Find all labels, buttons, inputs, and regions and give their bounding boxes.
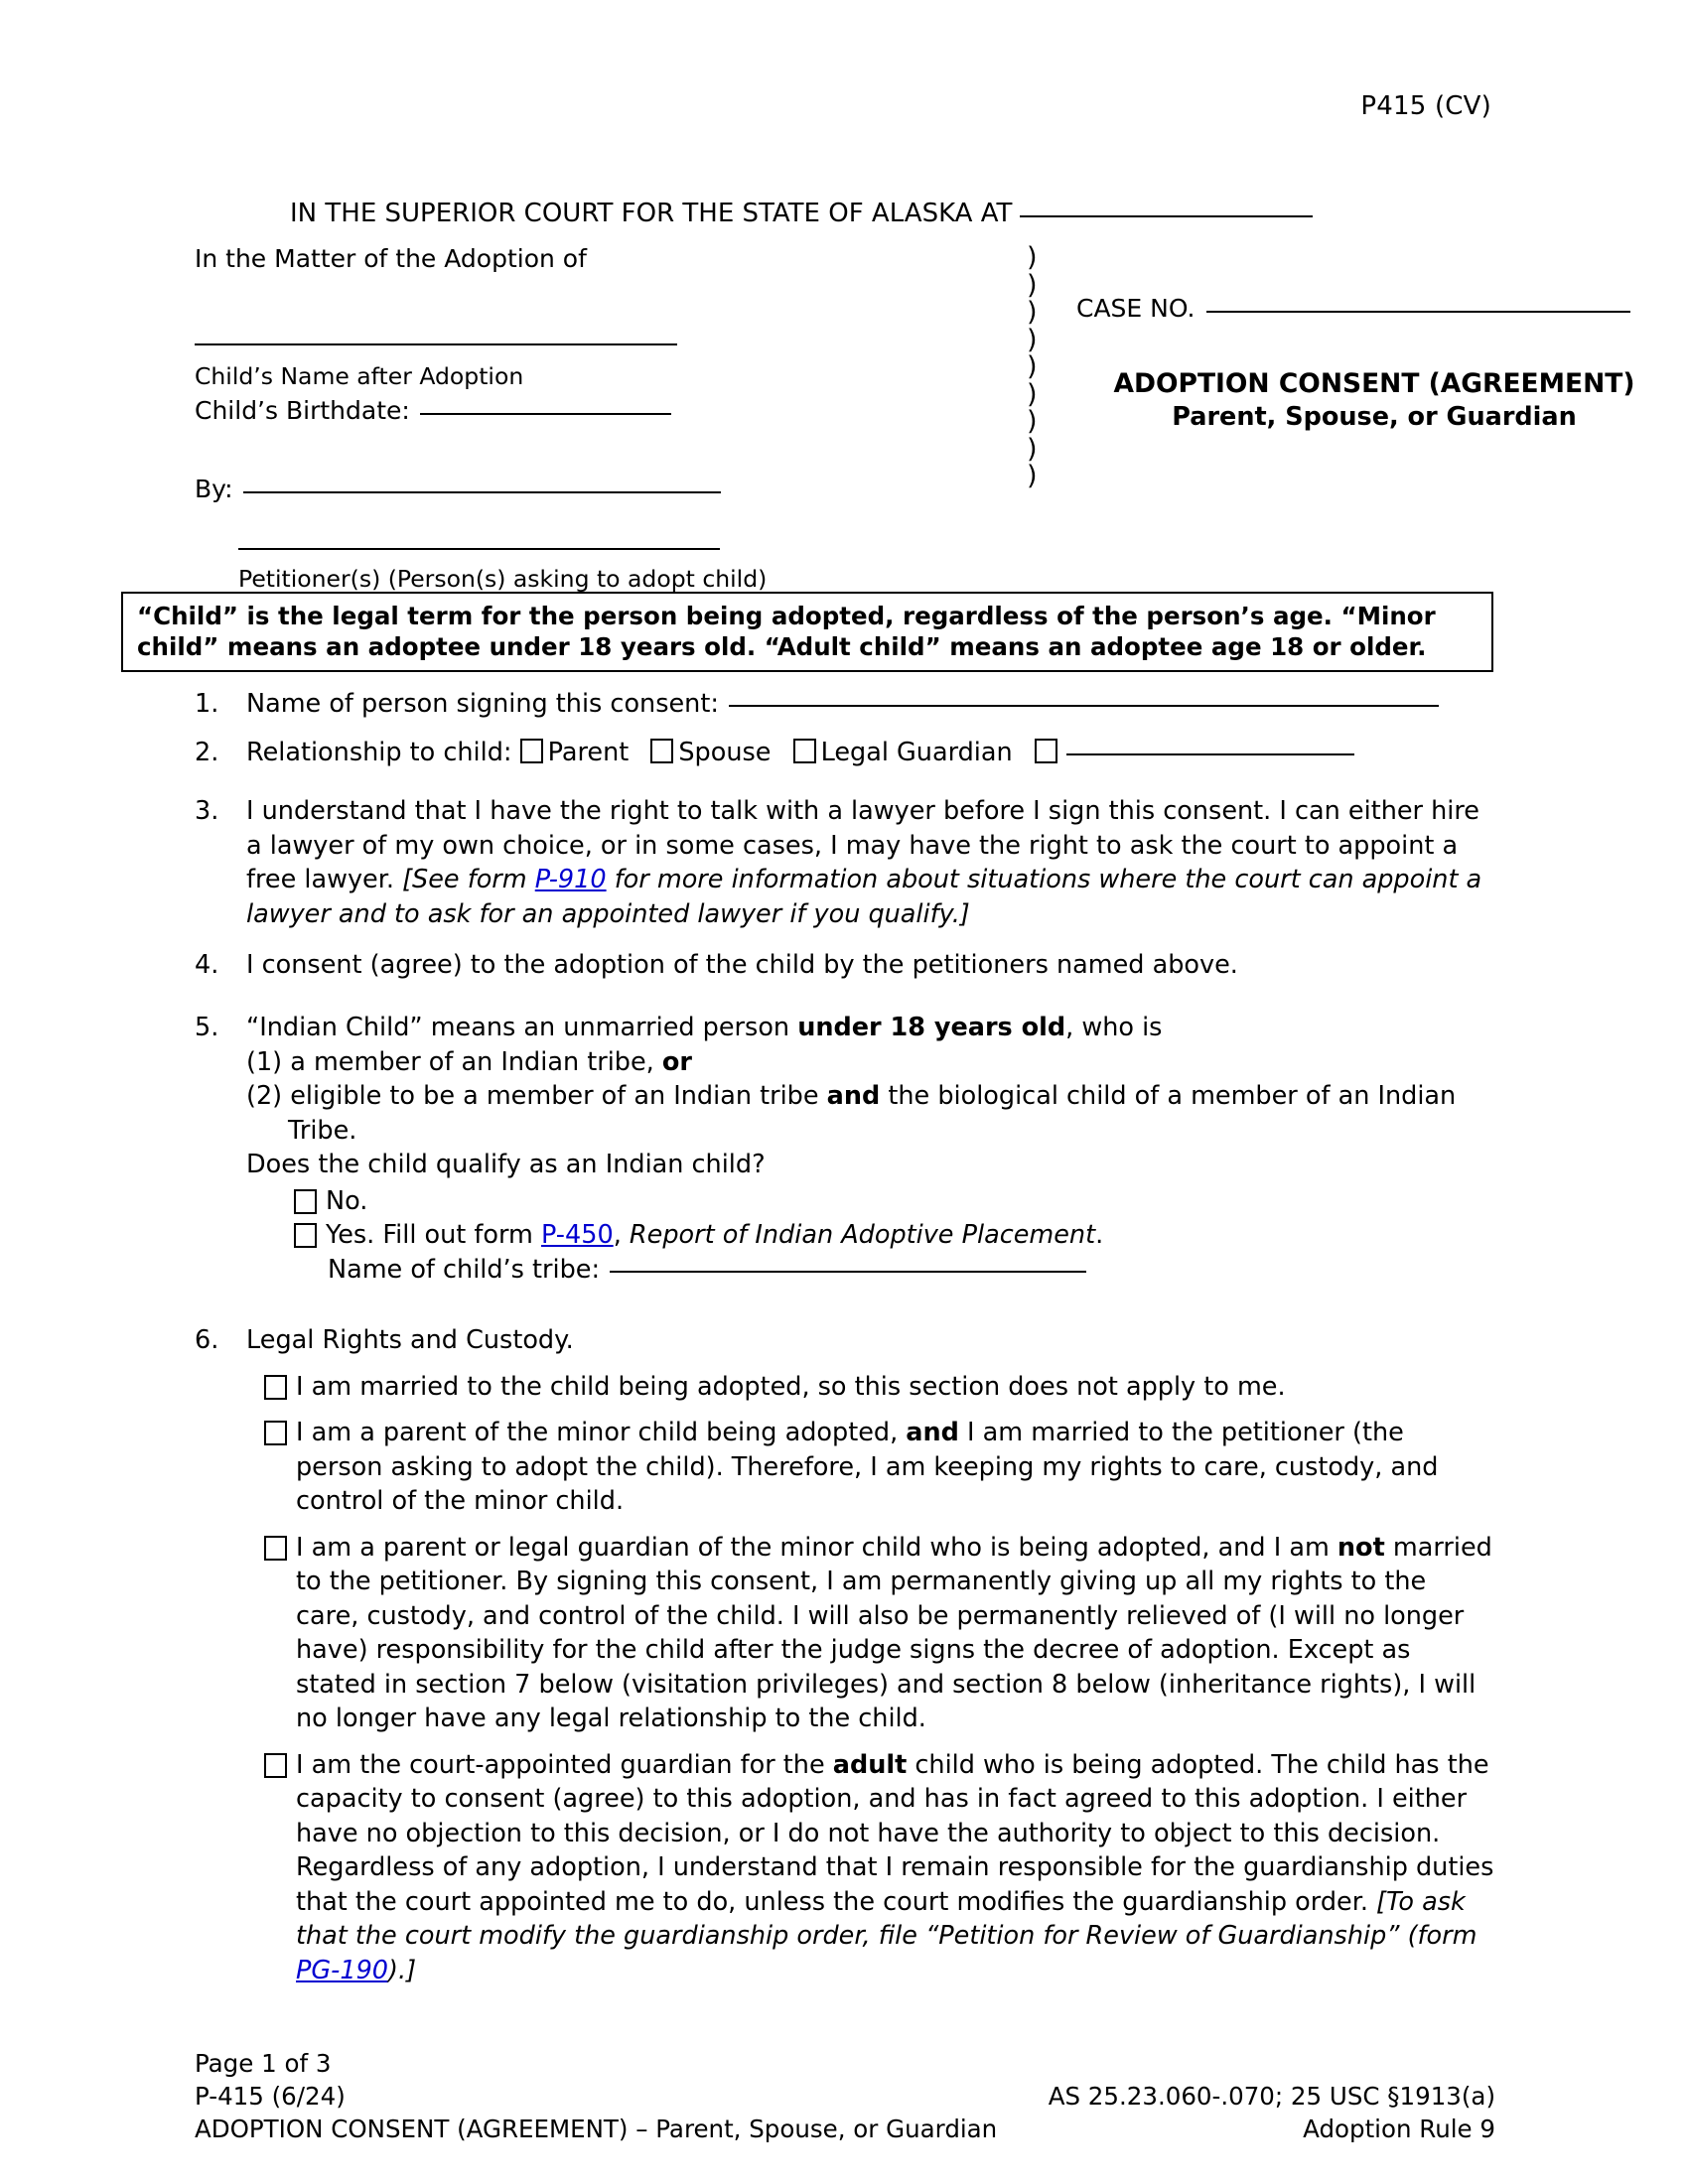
child-name-blank[interactable] [195, 343, 677, 345]
legal-rights-option-3 [246, 1531, 1495, 1736]
item-5-sub-2 [246, 1079, 1495, 1148]
footer-form-revision: P-415 (6/24) [195, 2082, 346, 2111]
checkbox-parent-not-married-to-petitioner[interactable] [264, 1536, 287, 1561]
item-5-question: Does the child qualify as an Indian child? [246, 1150, 766, 1179]
form-code: P415 (CV) [1360, 91, 1491, 121]
checkbox-parent-married-to-petitioner[interactable] [264, 1421, 287, 1445]
opt2-b: I am married to the petitioner (the person asking to adopt the child). Therefore, I am keeping my rights to care, custody, and control of the minor child. [296, 1418, 1439, 1516]
petitioner-label: Petitioner(s) (Person(s) asking to adopt child) [238, 565, 768, 593]
option-legal-guardian-label: Legal Guardian [820, 738, 1013, 767]
checkbox-indian-child-yes[interactable] [294, 1223, 317, 1248]
item-3-number: 3. [195, 796, 219, 826]
item-5-sub1-text: (1) a member of an Indian tribe, [246, 1046, 662, 1077]
court-heading [195, 199, 1495, 228]
document-title: ADOPTION CONSENT (AGREEMENT) [1113, 368, 1635, 399]
court-location-blank[interactable] [1020, 215, 1313, 217]
form-p910-link[interactable]: P-910 [534, 865, 607, 894]
opt2-a: I am a parent of the minor child being adopted, [296, 1418, 907, 1447]
tribe-label: Name of child’s tribe: [328, 1254, 601, 1285]
item-5-lead-bold: under 18 years old [797, 1013, 1066, 1042]
birthdate-blank[interactable] [420, 413, 671, 415]
caption-paren: ) [1027, 297, 1038, 328]
item-6-body [246, 1323, 1495, 1987]
by-label: By: [195, 475, 233, 503]
caption-right-column [1076, 244, 1672, 432]
caption-paren: ) [1027, 378, 1038, 410]
item-3-text: I understand that I have the right to talk with a lawyer before I sign this consent. I can either hire a lawyer of my own choice, or in some cases, I may have the right to ask the court to appoint a free lawyer. [246, 796, 1479, 894]
child-name-label: Child’s Name after Adoption [195, 362, 524, 390]
item-6 [195, 1323, 1495, 1987]
item-5-number: 5. [195, 1013, 219, 1042]
by-row [195, 475, 820, 503]
petitioner-label-wrap [195, 564, 820, 593]
opt3-bold: not [1336, 1532, 1385, 1563]
item-4-body: I consent (agree) to the adoption of the child by the petitioners named above. [246, 950, 1238, 980]
birthdate-row [195, 396, 820, 425]
footer-row-form [195, 2080, 1495, 2113]
legal-rights-option-3-text [296, 1531, 1495, 1736]
checkbox-married-to-child[interactable] [264, 1375, 287, 1400]
case-no-row [1076, 294, 1672, 323]
caption-paren: ) [1027, 461, 1038, 491]
option-spouse-label: Spouse [678, 738, 772, 767]
caption-paren: ) [1027, 324, 1038, 355]
child-definition-notice [121, 592, 1493, 672]
item-5-lead-a: “Indian Child” means an unmarried person [246, 1013, 798, 1042]
indian-child-no-label: No. [326, 1185, 368, 1216]
page-footer [195, 2047, 1495, 2145]
notice-line-2: child” means an adoptee under 18 years old. “Adult child” means an adoptee age 18 or older. [137, 632, 1427, 661]
legal-rights-option-2 [246, 1416, 1495, 1519]
document-subtitle: Parent, Spouse, or Guardian [1172, 402, 1577, 432]
caption-paren: ) [1027, 433, 1038, 465]
indian-child-yes-label [326, 1218, 1495, 1253]
checkbox-legal-guardian[interactable] [793, 739, 816, 763]
indian-child-yes-row [246, 1218, 1495, 1253]
other-relationship-blank[interactable] [1066, 753, 1354, 755]
item-5-body [246, 1011, 1495, 1287]
caption-parenthesis-column [1027, 244, 1051, 490]
opt4-a: I am the court-appointed guardian for the [296, 1749, 833, 1780]
footer-rule: Adoption Rule 9 [1303, 2115, 1495, 2143]
petitioner-blank-2[interactable] [238, 548, 720, 550]
opt3-a: I am a parent or legal guardian of the minor child who is being adopted, and I am [296, 1532, 1337, 1563]
item-1 [195, 687, 1495, 722]
item-4-number: 4. [195, 950, 219, 980]
item-3-body [246, 794, 1495, 931]
footer-row-title [195, 2113, 1495, 2145]
opt4-italic-a: [To ask that the court modify the guardianship order, file “Petition for Review of Guardianship” (form [296, 1886, 1477, 1951]
item-5-sub1-bold: or [661, 1046, 692, 1077]
item-5-sub2-text-b: the biological child of a member of an Indian Tribe. [288, 1081, 1457, 1146]
item-3-bracket-close: for more information about situations where the court can appoint a lawyer and to ask for an appointed lawyer if you qualify.] [246, 865, 1482, 929]
notice-line-1: “Child” is the legal term for the person being adopted, regardless of the person’s age. “Minor [137, 602, 1436, 630]
item-5-sub2-text-a: (2) eligible to be a member of an Indian tribe [246, 1081, 827, 1111]
form-pg190-link[interactable]: PG-190 [296, 1955, 389, 1985]
checkbox-other-relationship[interactable] [1035, 739, 1057, 763]
item-4 [195, 948, 1495, 983]
opt3-b: married to the petitioner. By signing this consent, I am permanently giving up all my rights to the care, custody, and control of the child. I will also be permanently relieved of (I will no longer have) responsibility for the child after the judge signs the decree of adoption. Except as stated in section 7 below (visitation privileges) and section 8 below (inheritance rights), I will no longer have any legal relationship to the child. [296, 1532, 1492, 1733]
item-2-number: 2. [195, 738, 219, 767]
legal-rights-option-1 [246, 1370, 1495, 1405]
footer-row-page [195, 2047, 1495, 2080]
item-2-label: Relationship to child: [246, 738, 512, 767]
item-6-number: 6. [195, 1325, 219, 1355]
form-p450-link[interactable]: P-450 [540, 1220, 614, 1250]
footer-document-title: ADOPTION CONSENT (AGREEMENT) – Parent, Spouse, or Guardian [195, 2115, 998, 2143]
footer-citation: AS 25.23.060-.070; 25 USC §1913(a) [1048, 2082, 1495, 2111]
petitioner-blank-1[interactable] [243, 491, 721, 493]
legal-rights-option-4 [246, 1748, 1495, 1988]
checkbox-parent[interactable] [520, 739, 543, 763]
item-1-body [246, 687, 1495, 722]
opt2-bold: and [906, 1418, 959, 1447]
item-5-sub2-bold: and [826, 1081, 881, 1111]
tribe-row [246, 1253, 1495, 1288]
caption-paren: ) [1027, 242, 1038, 273]
opt4-italic-b: ).] [388, 1955, 417, 1985]
opt4-b: child who is being adopted. The child has the capacity to consent (agree) to this adoption, and has in fact agreed to this adoption. I either have no objection to this decision, or I do not have the authority to object to this decision. Regardless of any adoption, I understand that I remain responsible for the guardianship duties that the court appointed me to do, unless the court modifies the guardianship order. [296, 1749, 1494, 1917]
caption-paren: ) [1027, 269, 1038, 301]
footer-page-number: Page 1 of 3 [195, 2049, 332, 2078]
item-1-label: Name of person signing this consent: [246, 689, 719, 719]
item-1-number: 1. [195, 689, 219, 719]
caption-left-column [195, 244, 820, 593]
yes-text-b: , [613, 1220, 630, 1250]
child-name-blank-wrap [195, 327, 820, 355]
caption-paren: ) [1027, 351, 1038, 382]
matter-line-wrap [195, 244, 820, 271]
case-no-blank[interactable] [1206, 311, 1630, 313]
birthdate-label: Child’s Birthdate: [195, 396, 410, 425]
item-5-sub-1 [246, 1045, 1495, 1080]
petitioner-blank-2-wrap [195, 531, 820, 560]
checkbox-court-appointed-guardian-adult[interactable] [264, 1753, 287, 1778]
child-name-label-wrap [195, 361, 820, 390]
item-2 [195, 736, 1495, 770]
item-6-heading: Legal Rights and Custody. [246, 1325, 574, 1355]
item-2-body [246, 736, 1495, 770]
yes-form-title: Report of Indian Adoptive Placement [629, 1220, 1096, 1250]
item-5-lead-b: , who is [1065, 1013, 1163, 1042]
tribe-name-blank[interactable] [610, 1271, 1086, 1273]
indian-child-no-row [246, 1184, 1495, 1219]
checkbox-spouse[interactable] [650, 739, 673, 763]
item-3-bracket-open: [See form [402, 865, 535, 894]
matter-line: In the Matter of the Adoption of [195, 244, 587, 273]
checkbox-indian-child-no[interactable] [294, 1189, 317, 1214]
item-5 [195, 1011, 1495, 1287]
legal-rights-option-2-text [296, 1416, 1495, 1519]
yes-text-a: Yes. Fill out form [326, 1220, 541, 1250]
signer-name-blank[interactable] [729, 705, 1439, 707]
legal-rights-option-1-text: I am married to the child being adopted, so this section does not apply to me. [296, 1371, 1286, 1402]
court-heading-text: IN THE SUPERIOR COURT FOR THE STATE OF ALASKA AT [290, 199, 1013, 228]
legal-rights-option-4-text [296, 1748, 1495, 1988]
option-parent-label: Parent [547, 738, 630, 767]
item-3 [195, 794, 1495, 931]
opt4-bold: adult [832, 1749, 908, 1780]
caption-paren: ) [1027, 406, 1038, 437]
item-5-lead [246, 1011, 1495, 1045]
yes-text-c: . [1095, 1220, 1104, 1250]
case-no-label: CASE NO. [1076, 294, 1196, 323]
